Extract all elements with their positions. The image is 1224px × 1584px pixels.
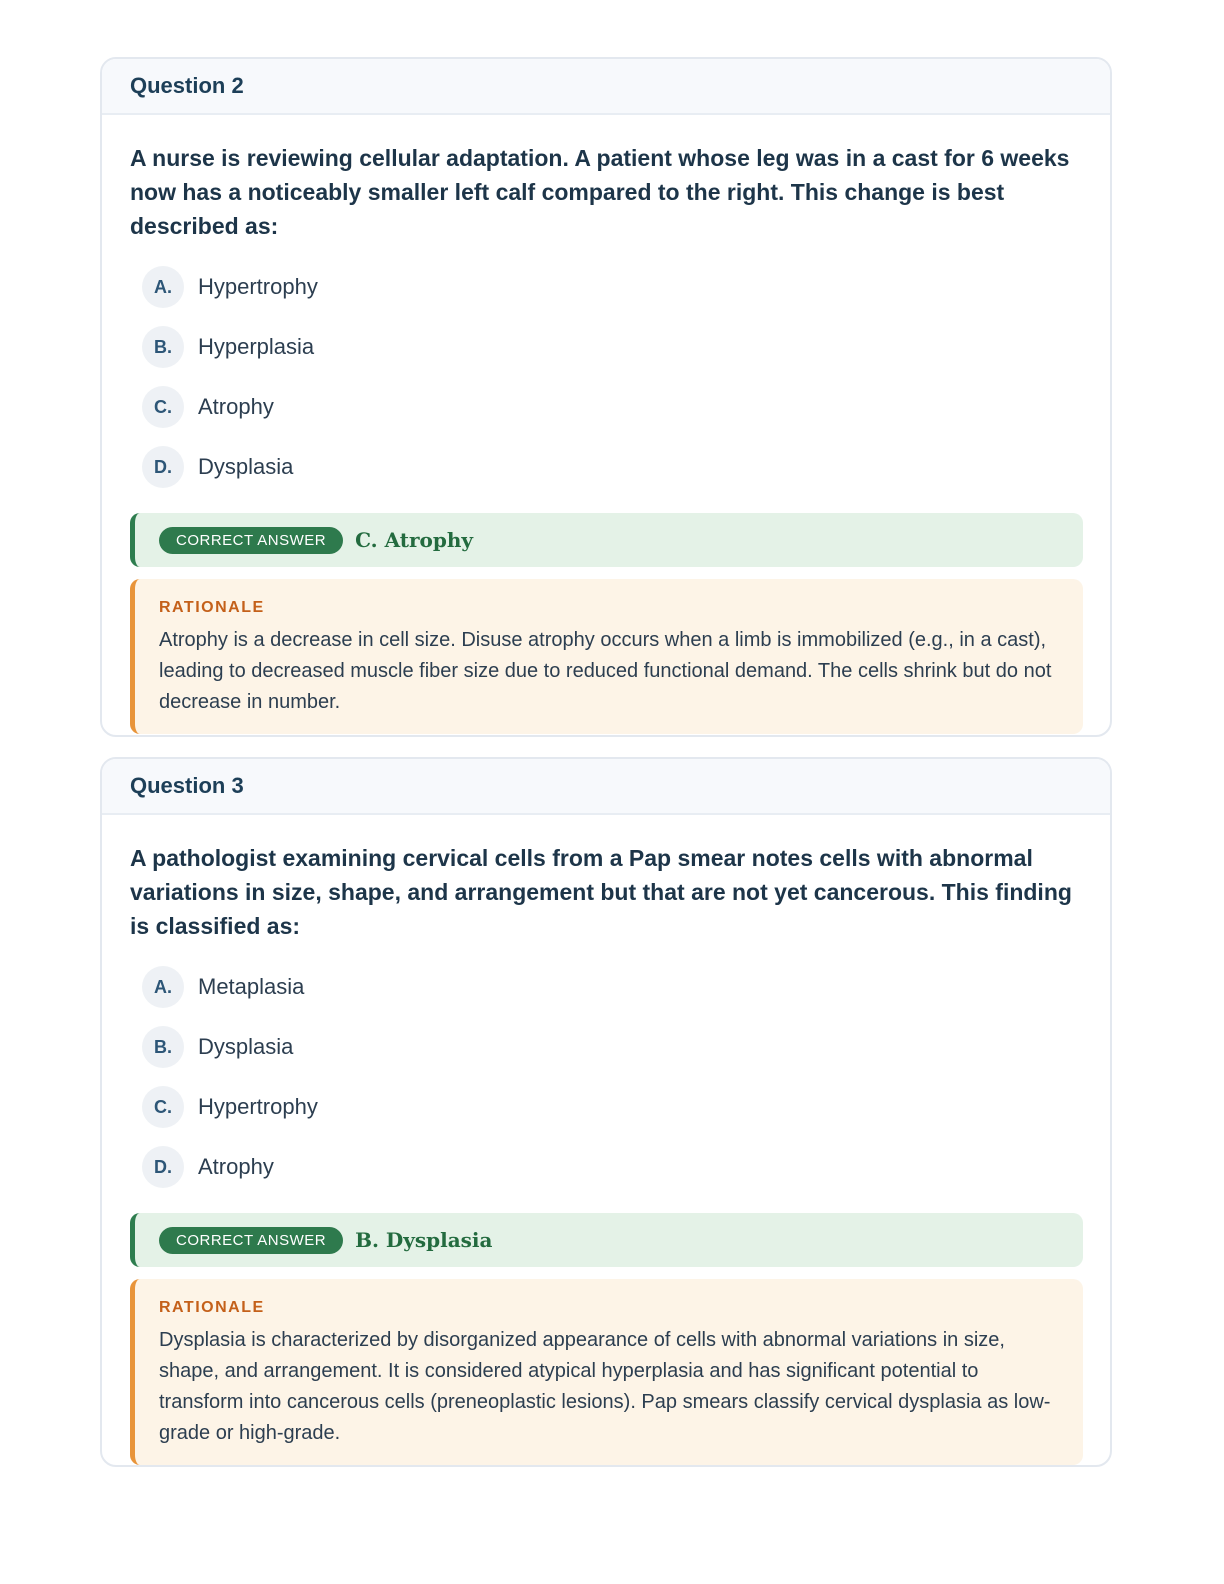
rationale-label: RATIONALE [159, 1299, 265, 1316]
question-title: Question 2 [130, 73, 244, 98]
rationale-text: Atrophy is a decrease in cell size. Disuse atrophy occurs when a limb is immobilized (e.g., in a cast), leading to decreased muscle fiber size due to reduced functional demand. The cells shrink but do not decrease in number. [159, 629, 1052, 713]
question-header [102, 59, 1110, 115]
option-text: Hypertrophy [198, 1094, 318, 1119]
option-text: Dysplasia [198, 454, 294, 479]
correct-answer-text: B. Dysplasia [355, 1228, 493, 1252]
option-a[interactable] [130, 257, 1083, 317]
option-c[interactable] [130, 377, 1083, 437]
correct-answer-box [130, 513, 1083, 567]
option-text: Atrophy [198, 394, 274, 419]
correct-answer-text: C. Atrophy [355, 528, 473, 552]
option-letter: A. [142, 966, 184, 1008]
question-title: Question 3 [130, 773, 244, 798]
option-letter: C. [142, 1086, 184, 1128]
option-text: Atrophy [198, 1154, 274, 1179]
option-d[interactable] [130, 437, 1083, 497]
option-b[interactable] [130, 1017, 1083, 1077]
correct-answer-badge: CORRECT ANSWER [159, 1227, 343, 1254]
option-letter: A. [142, 266, 184, 308]
question-stem: A pathologist examining cervical cells from a Pap smear notes cells with abnormal variations in size, shape, and arrangement but that are not yet cancerous. This finding is classified as: [130, 845, 1072, 939]
option-text: Dysplasia [198, 1034, 294, 1059]
question-header [102, 759, 1110, 815]
correct-answer-badge: CORRECT ANSWER [159, 527, 343, 554]
rationale-box [130, 1279, 1083, 1465]
rationale-label: RATIONALE [159, 599, 265, 616]
option-d[interactable] [130, 1137, 1083, 1197]
option-letter: D. [142, 1146, 184, 1188]
option-text: Metaplasia [198, 974, 305, 999]
option-text: Hyperplasia [198, 334, 315, 359]
option-letter: C. [142, 386, 184, 428]
question-card [100, 757, 1112, 1467]
option-text: Hypertrophy [198, 274, 318, 299]
rationale-text: Dysplasia is characterized by disorganized appearance of cells with abnormal variations in size, shape, and arrangement. It is considered atypical hyperplasia and has significant potential to transform into cancerous cells (preneoplastic lesions). Pap smears classify cervical dysplasia as low-grade or high-grade. [159, 1329, 1051, 1444]
option-letter: D. [142, 446, 184, 488]
correct-answer-box [130, 1213, 1083, 1267]
question-card [100, 57, 1112, 737]
option-a[interactable] [130, 957, 1083, 1017]
option-c[interactable] [130, 1077, 1083, 1137]
option-letter: B. [142, 326, 184, 368]
option-letter: B. [142, 1026, 184, 1068]
question-stem: A nurse is reviewing cellular adaptation. A patient whose leg was in a cast for 6 weeks now has a noticeably smaller left calf compared to the right. This change is best described as: [130, 145, 1070, 239]
rationale-box [130, 579, 1083, 734]
option-b[interactable] [130, 317, 1083, 377]
